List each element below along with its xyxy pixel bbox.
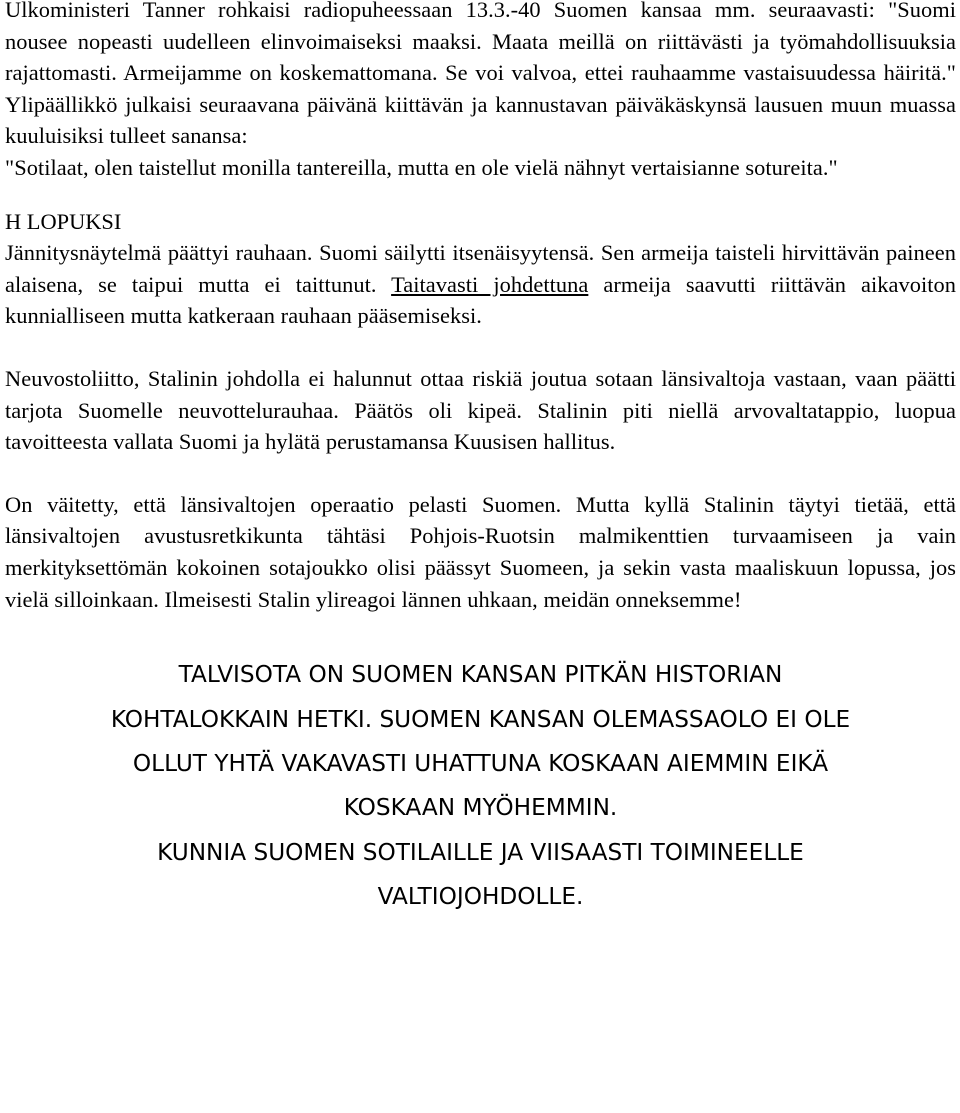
section-heading: H LOPUKSI	[5, 208, 122, 234]
underlined-phrase: Taitavasti johdettuna	[391, 271, 589, 297]
paragraph-tanner-speech: Ulkoministeri Tanner rohkaisi radiopuheessaan 13.3.-40 Suomen kansaa mm. seuraavasti: "Suomi nousee nopeasti uudelleen elinvoimaiseksi maaksi. Maata meillä on riittävästi ja työmahdollisuuksia rajattomasti. Armeijamme on koskemattomana. Se voi valvoa, ettei rauhaamme vastaisuudessa häiritä." Ylipäällikkö julkaisi seuraavana päivänä kiittävän ja kannustavan päiväkäskynsä lausuen muun muassa kuuluisiksi tulleet sanansa:	[5, 0, 956, 149]
paragraph-peace	[5, 237, 956, 332]
paragraph-peace-end: armeija saavutti riittävän aikavoiton kunnialliseen mutta katkeraan rauhaan pääsemiseksi.	[5, 271, 956, 329]
quote-commander: "Sotilaat, olen taistellut monilla tantereilla, mutta en ole vielä nähnyt vertaisianne sotureita."	[5, 154, 838, 180]
closing-line: VALTIOJOHDOLLE.	[377, 883, 584, 911]
closing-line: KOSKAAN MYÖHEMMIN.	[343, 794, 618, 822]
closing-line: KOHTALOKKAIN HETKI. SUOMEN KANSAN OLEMASSAOLO EI OLE	[110, 705, 851, 733]
closing-line: TALVISOTA ON SUOMEN KANSAN PITKÄN HISTORIAN	[178, 661, 783, 689]
paragraph-peace-start: Jännitysnäytelmä päättyi rauhaan. Suomi säilytti itsenäisyytensä. Sen armeija taisteli hirvittävän paineen alaisena, se taipui mutta ei taittunut.	[5, 240, 956, 297]
closing-line: OLLUT YHTÄ VAKAVASTI UHATTUNA KOSKAAN AIEMMIN EIKÄ	[132, 749, 829, 777]
paragraph-western-powers: On väitetty, että länsivaltojen operaatio pelasti Suomen. Mutta kyllä Stalinin täytyi tietää, että länsivaltojen avustusretkikunta tähtäsi Pohjois-Ruotsin malmikenttien turvaamiseen ja vain merkityksettömän kokoinen sotajoukko olisi päässyt Suomeen, ja sekin vasta maaliskuun lopussa, jos vielä silloinkaan. Ilmeisesti Stalin ylireagoi lännen uhkaan, meidän onneksemme!	[5, 491, 956, 612]
paragraph-soviet-union: Neuvostoliitto, Stalinin johdolla ei halunnut ottaa riskiä joutua sotaan länsivaltoja vastaan, vaan päätti tarjota Suomelle neuvottelurauhaa. Päätös oli kipeä. Stalinin piti niellä arvovaltatappio, luopua tavoitteesta vallata Suomi ja hylätä perustamansa Kuusisen hallitus.	[5, 365, 956, 455]
closing-line: KUNNIA SUOMEN SOTILAILLE JA VIISAASTI TOIMINEELLE	[157, 838, 804, 866]
closing-statement	[5, 653, 956, 919]
